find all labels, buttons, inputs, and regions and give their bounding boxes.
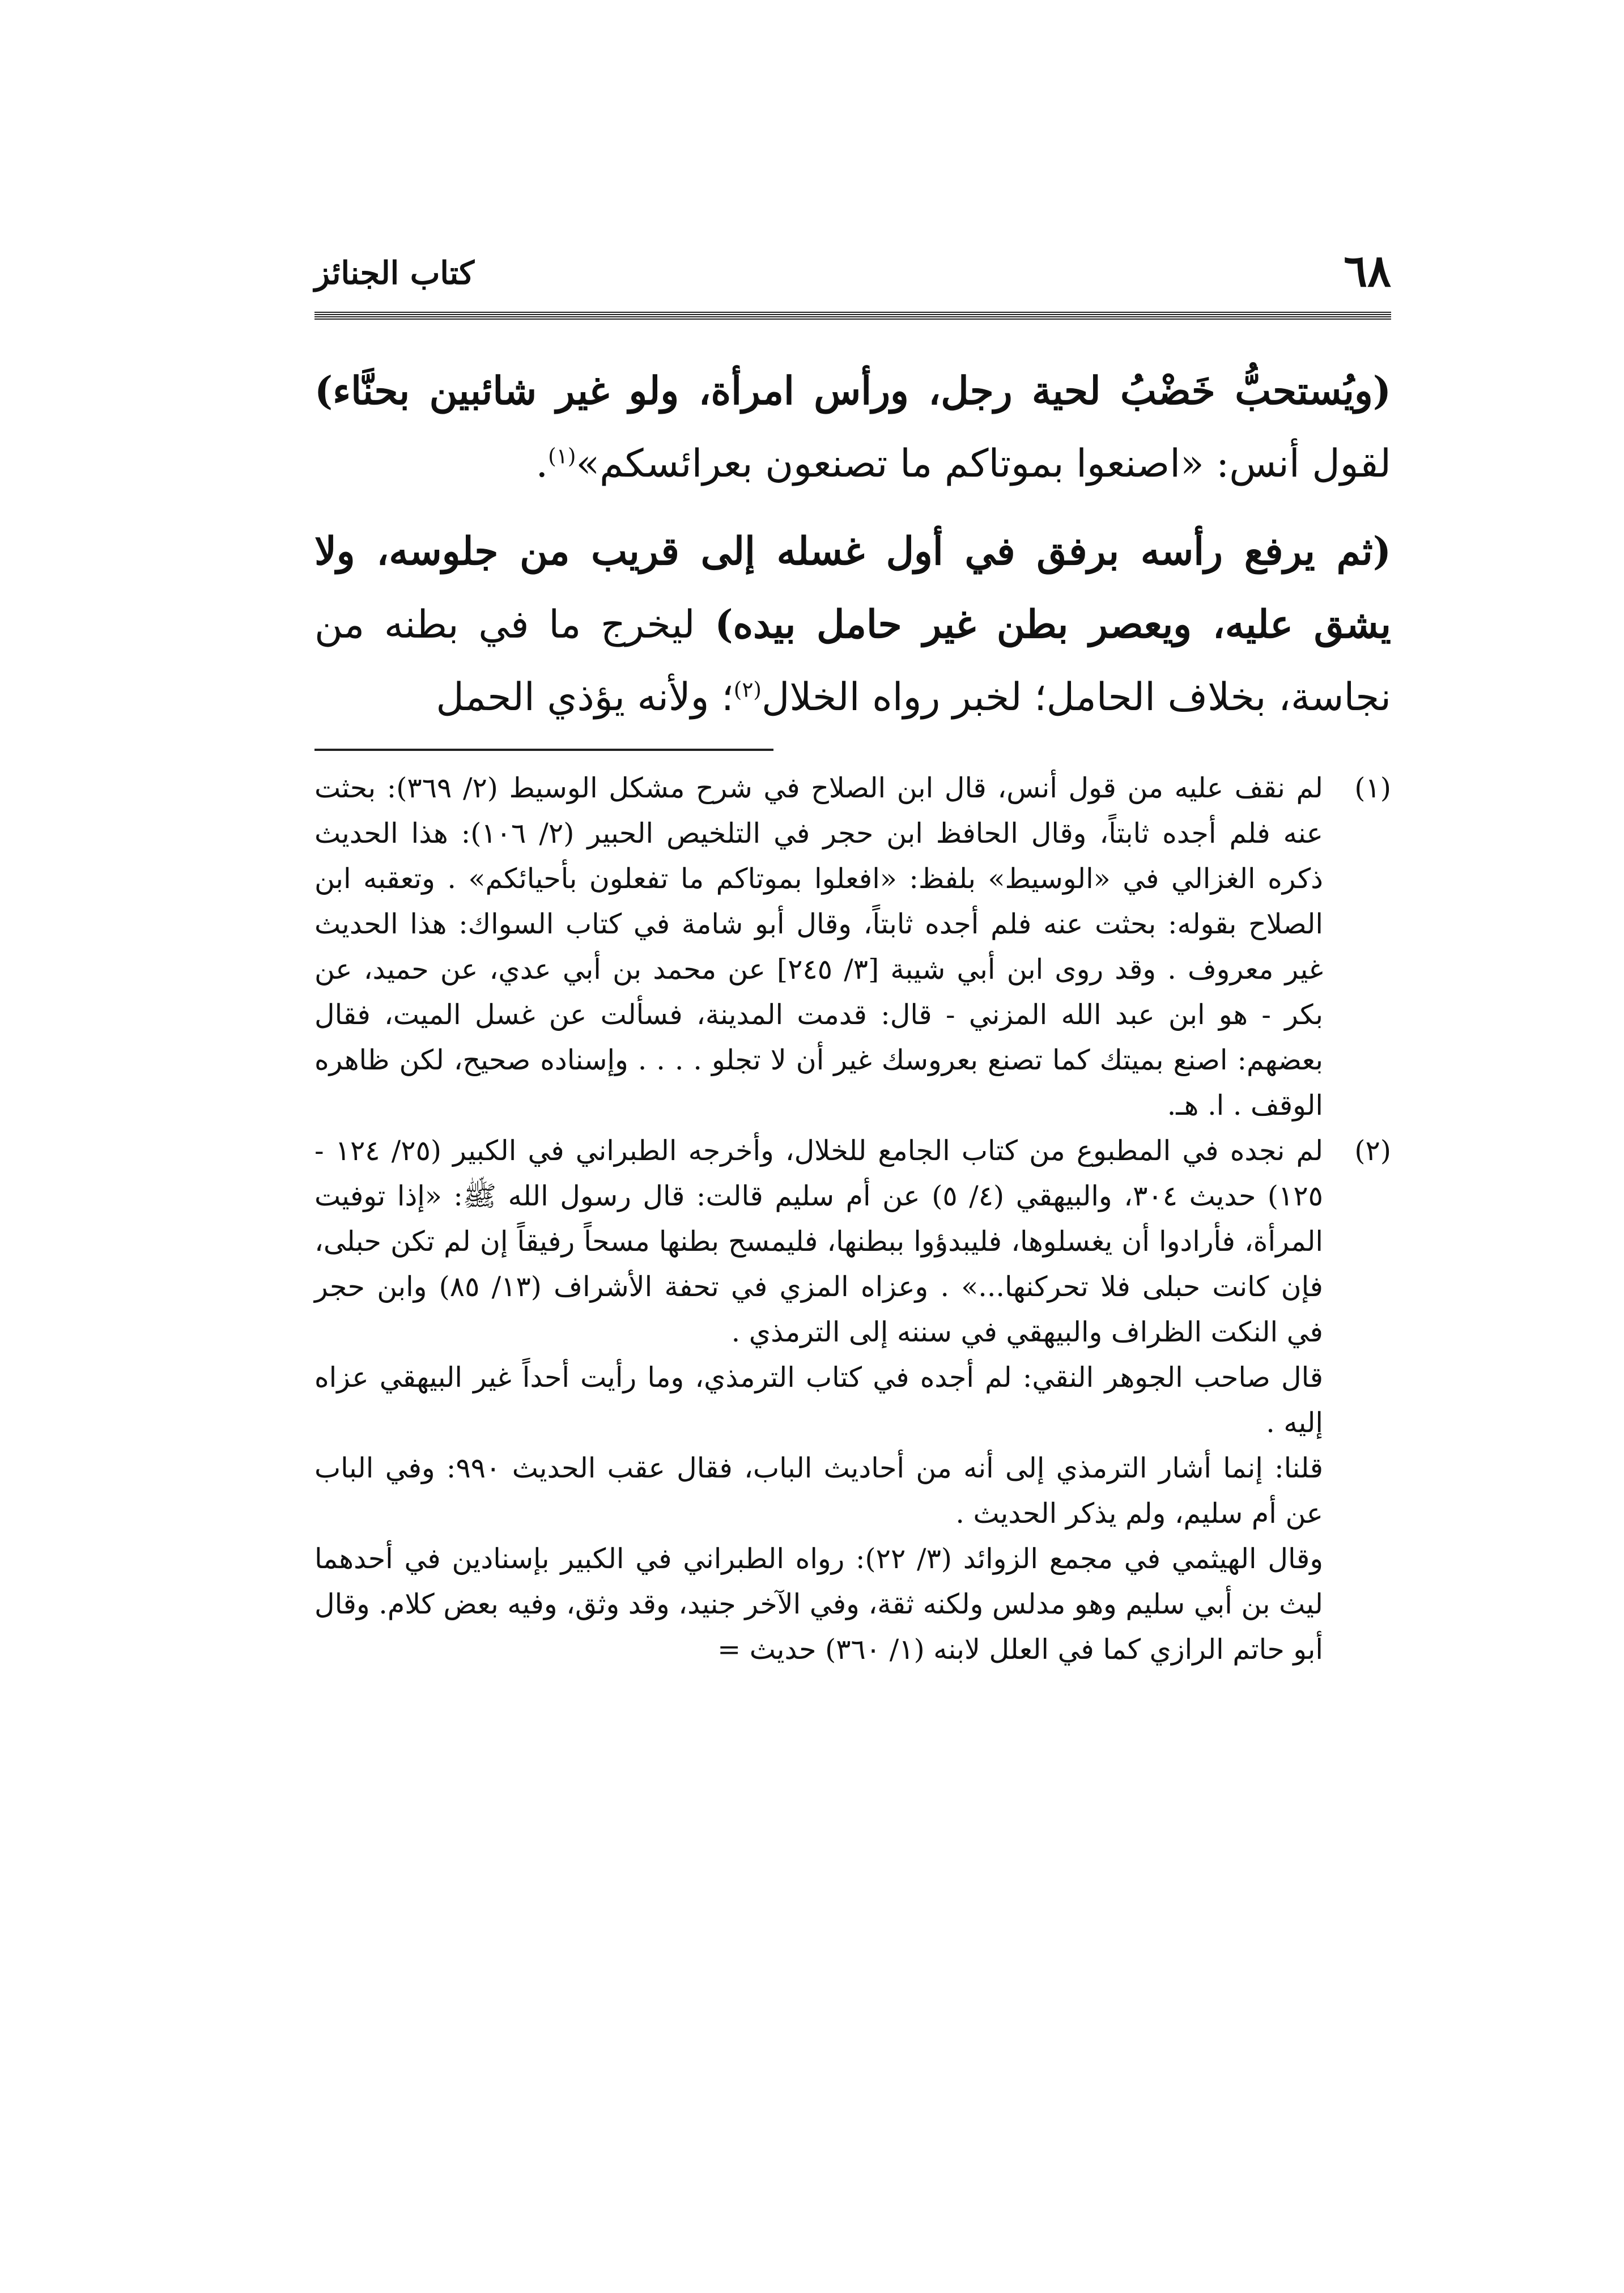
footnote-paragraph: قلنا: إنما أشار الترمذي إلى أنه من أحاديث الباب، فقال عقب الحديث ٩٩٠: وفي الباب عن أم سليم، ولم يذكر الحديث . [314, 1452, 1323, 1530]
main-paragraph-2 [314, 515, 1391, 734]
footnote-separator [314, 749, 773, 751]
footnote-ref-2[interactable]: (٢) [733, 677, 762, 702]
footnote-paragraph: قال صاحب الجوهر النقي: لم أجده في كتاب الترمذي، وما رأيت أحداً غير البيهقي عزاه إليه . [314, 1361, 1323, 1439]
footnote-number: (١) [1354, 772, 1391, 804]
footnote-text [314, 766, 1323, 1128]
paragraph-end-2: ؛ ولأنه يؤذي الحمل [436, 675, 734, 720]
header-rule [314, 312, 1391, 321]
page-number: ٦٨ [1344, 245, 1391, 297]
running-title: كتاب الجنائز [314, 254, 475, 292]
main-paragraph-1 [314, 355, 1391, 500]
page-header [314, 245, 1391, 312]
footnote-number: (٢) [1354, 1135, 1391, 1167]
commentary-text-2: ليخرج ما في بطنه من نجاسة، بخلاف الحامل؛ لخبر رواه الخلال [314, 602, 1391, 720]
commentary-text-1: لقول أنس: «اصنعوا بموتاكم ما تصنعون بعرائسكم» [576, 441, 1391, 486]
footnote-1 [314, 766, 1391, 1128]
footnote-ref-1[interactable]: (١) [548, 443, 576, 469]
matn-text-1: (ويُستحبُّ خَضْبُ لحية رجل، ورأس امرأة، ولو غير شائبين بحنَّاء) [314, 368, 1392, 414]
paragraph-end-1: . [535, 441, 549, 486]
matn-text-2: (ثم يرفع رأسه برفق في أول غسله إلى قريب من جلوسه، ولا يشق عليه، ويعصر بطن غير حامل بيده) [314, 529, 1391, 647]
footnote-2 [314, 1128, 1391, 1672]
footnote-paragraph: لم نجده في المطبوع من كتاب الجامع للخلال، وأخرجه الطبراني في الكبير (٢٥/ ١٢٤ - ١٢٥) حديث ٣٠٤، والبيهقي (٤/ ٥) عن أم سليم قالت: قال رسول الله ﷺ: «إذا توفيت المرأة، فأرادوا أن يغسلوها، فليبدؤوا ببطنها، فليمسح بطنها مسحاً رفيقاً إن لم تكن حبلى، فإن كانت حبلى فلا تحركنها...» . وعزاه المزي في تحفة الأشراف (١٣/ ٨٥) وابن حجر في النكت الظراف والبيهقي في سننه إلى الترمذي . [314, 1135, 1323, 1348]
footnote-paragraph: لم نقف عليه من قول أنس، قال ابن الصلاح في شرح مشكل الوسيط (٢/ ٣٦٩): بحثت عنه فلم أجده ثابتاً، وقال الحافظ ابن حجر في التلخيص الحبير (٢/ ١٠٦): هذا الحديث ذكره الغزالي في «الوسيط» بلفظ: «افعلوا بموتاكم ما تفعلون بأحيائكم» . وتعقبه ابن الصلاح بقوله: بحثت عنه فلم أجده ثابتاً، وقال أبو شامة في كتاب السواك: هذا الحديث غير معروف . وقد روى ابن أبي شيبة [٣/ ٢٤٥] عن محمد بن أبي عدي، عن حميد، عن بكر - هو ابن عبد الله المزني - قال: قدمت المدينة، فسألت عن غسل الميت، فقال بعضهم: اصنع بميتك كما تصنع بعروسك غير أن لا تجلو . . . . وإسناده صحيح، لكن ظاهره الوقف . ا. هـ. [314, 772, 1323, 1122]
footnote-paragraph: وقال الهيثمي في مجمع الزوائد (٣/ ٢٢): رواه الطبراني في الكبير بإسنادين في أحدهما ليث بن أبي سليم وهو مدلس ولكنه ثقة، وفي الآخر جنيد، وقد وثق، وفيه بعض كلام. وقال أبو حاتم الرازي كما في العلل لابنه (١/ ٣٦٠) حديث = [314, 1543, 1323, 1666]
book-page [314, 245, 1392, 1672]
footnote-text [314, 1128, 1323, 1672]
